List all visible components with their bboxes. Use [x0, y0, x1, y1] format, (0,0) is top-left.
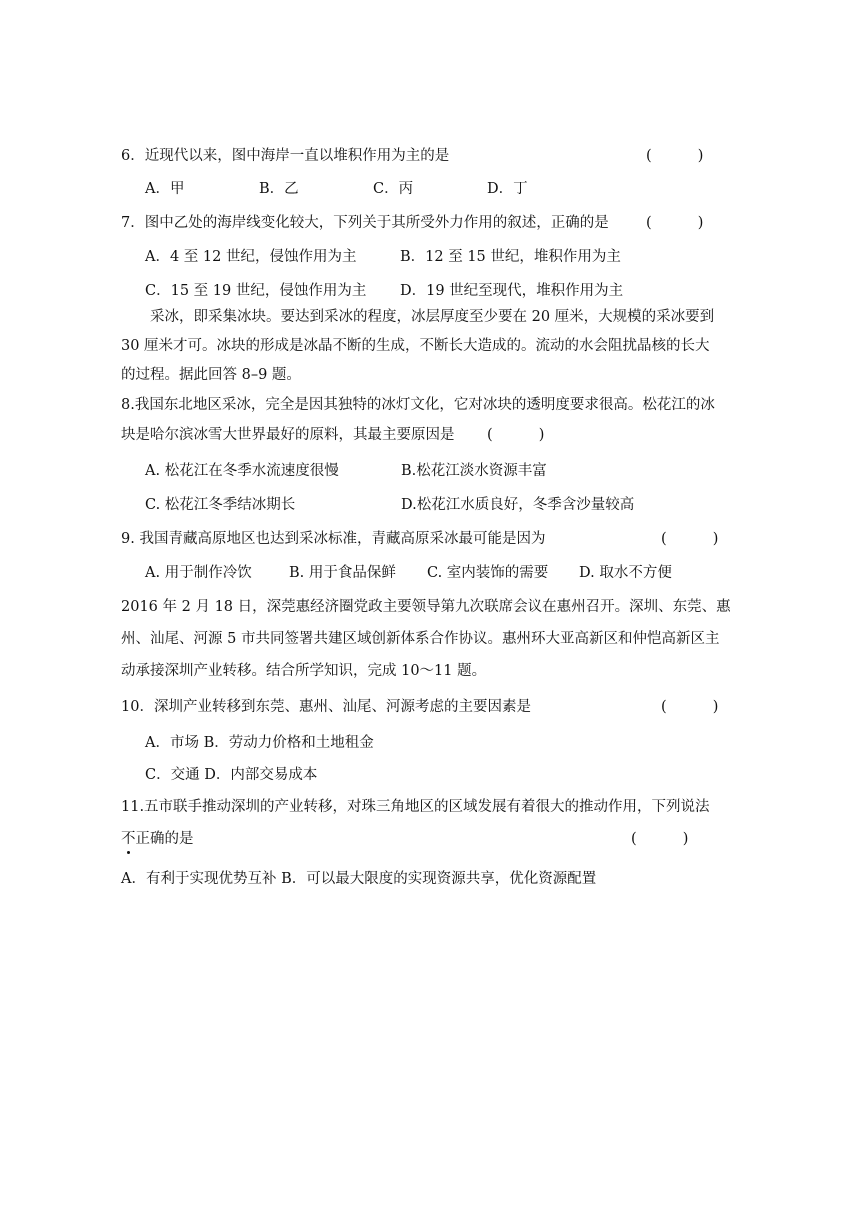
question-10-options-line-2: C．交通 D．内部交易成本: [145, 767, 318, 783]
passage-2-line-2: 州、汕尾、河源 5 市共同签署共建区域创新体系合作协议。惠州环大亚高新区和仲恺高新区主: [121, 631, 720, 647]
passage-1-line-3: 的过程。据此回答 8–9 题。: [121, 367, 301, 383]
question-6-option-a: A．甲: [145, 181, 185, 197]
question-9-stem: 9. 我国青藏高原地区也达到采冰标准，青藏高原采冰最可能是因为: [121, 531, 546, 547]
question-8-option-b: B.松花江淡水资源丰富: [401, 463, 547, 479]
question-7-answer-paren: ( ): [646, 215, 704, 231]
question-7-option-c: C．15 至 19 世纪，侵蚀作用为主: [145, 283, 367, 299]
question-7-option-b: B．12 至 15 世纪，堆积作用为主: [400, 249, 621, 265]
question-9-option-c: C. 室内装饰的需要: [427, 565, 549, 581]
question-8-stem-line-2: 块是哈尔滨冰雪大世界最好的原料，其最主要原因是: [121, 427, 455, 443]
question-9-answer-paren: ( ): [661, 531, 719, 547]
question-10-options-line-1: A．市场 B．劳动力价格和土地租金: [145, 735, 374, 751]
question-11-options-line-1: A．有利于实现优势互补 B．可以最大限度的实现资源共享，优化资源配置: [121, 871, 597, 887]
question-8-option-d: D.松花江水质良好，冬季含沙量较高: [401, 497, 635, 513]
question-11-stem-line-2: [121, 829, 194, 849]
passage-2-line-1: 2016 年 2 月 18 日，深莞惠经济圈党政主要领导第九次联席会议在惠州召开。深圳、东莞、惠: [121, 599, 731, 615]
question-8-option-a: A. 松花江在冬季水流速度很慢: [145, 463, 339, 479]
passage-1-line-2: 30 厘米才可。冰块的形成是冰晶不断的生成，不断长大造成的。流动的水会阻扰晶核的长大: [121, 338, 710, 354]
question-8-stem-line-1: 8.我国东北地区采冰，完全是因其独特的冰灯文化，它对冰块的透明度要求很高。松花江的冰: [121, 397, 715, 413]
question-10-answer-paren: ( ): [661, 699, 719, 715]
question-6-option-d: D．丁: [487, 181, 528, 197]
question-7-stem: 7．图中乙处的海岸线变化较大，下列关于其所受外力作用的叙述，正确的是: [121, 215, 609, 231]
question-8-answer-paren: ( ): [487, 427, 545, 443]
question-11-stem-rest: 正确的是: [135, 831, 194, 847]
question-9-option-a: A. 用于制作冷饮: [145, 565, 252, 581]
passage-1-line-1: 采冰，即采集冰块。要达到采冰的程度，冰层厚度至少要在 20 厘米，大规模的采冰要到: [150, 309, 715, 325]
question-7-option-a: A．4 至 12 世纪，侵蚀作用为主: [145, 249, 357, 265]
emphasis-dotted-character: 不: [121, 831, 136, 847]
question-6-option-c: C．丙: [373, 181, 414, 197]
question-11-answer-paren: ( ): [631, 831, 689, 847]
question-7-option-d: D．19 世纪至现代，堆积作用为主: [400, 283, 624, 299]
passage-2-line-3: 动承接深圳产业转移。结合所学知识，完成 10～11 题。: [121, 663, 487, 679]
question-9-option-d: D. 取水不方便: [579, 565, 672, 581]
question-6-option-b: B．乙: [259, 181, 299, 197]
question-10-stem: 10．深圳产业转移到东莞、惠州、汕尾、河源考虑的主要因素是: [121, 699, 531, 715]
question-8-option-c: C. 松花江冬季结冰期长: [145, 497, 296, 513]
question-11-stem-line-1: 11.五市联手推动深圳的产业转移，对珠三角地区的区域发展有着很大的推动作用，下列说法: [121, 799, 710, 815]
question-9-option-b: B. 用于食品保鲜: [289, 565, 396, 581]
question-6-answer-paren: ( ): [646, 148, 704, 164]
question-6-stem: 6．近现代以来，图中海岸一直以堆积作用为主的是: [121, 148, 450, 164]
